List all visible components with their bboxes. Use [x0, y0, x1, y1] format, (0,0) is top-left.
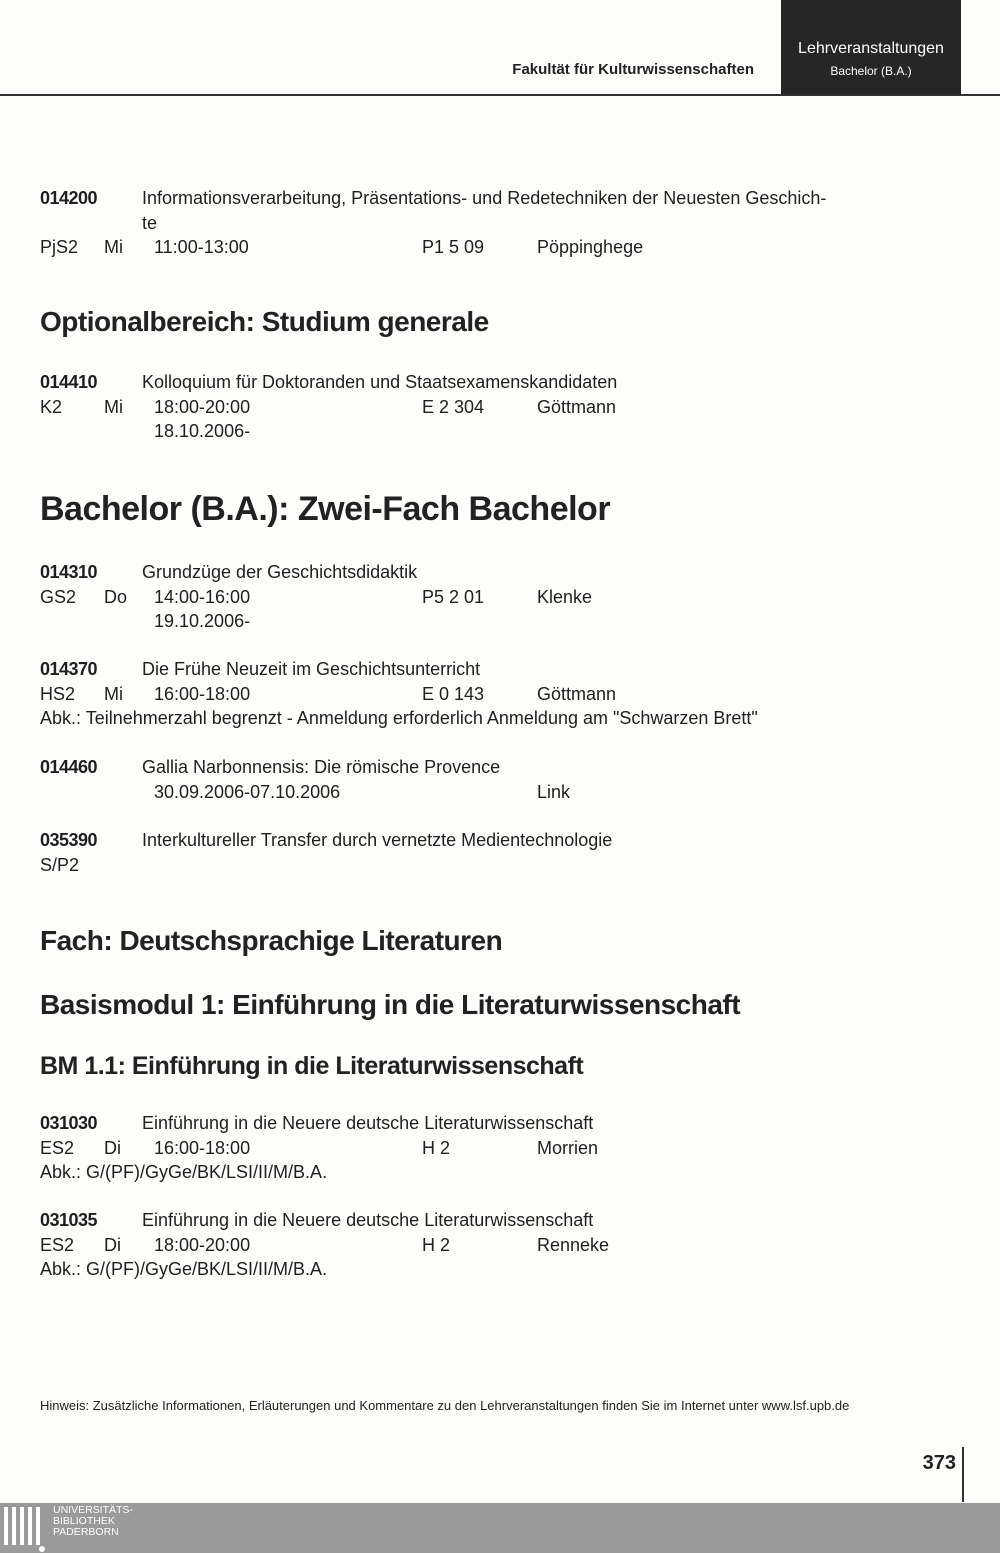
course-number: 035390	[40, 830, 98, 850]
section-heading-fach: Fach: Deutschsprachige Literaturen	[40, 925, 503, 956]
library-stamp	[0, 1503, 1000, 1553]
course-entry-031035	[0, 1208, 1000, 1282]
course-title: Grundzüge der Geschichtsdidaktik	[142, 562, 418, 582]
course-day: Di	[104, 1234, 121, 1255]
course-time: 14:00-16:00	[154, 586, 251, 607]
course-title: Informationsverarbeitung, Präsentations- und Redetechniken der Neuesten Geschich-	[142, 188, 827, 208]
course-room: H 2	[422, 1137, 451, 1158]
library-stamp-text	[53, 1505, 133, 1538]
course-day: Mi	[104, 683, 123, 704]
library-stamp-line: BIBLIOTHEK	[53, 1515, 115, 1527]
course-entry-014410	[0, 370, 1000, 444]
course-time: 18:00-20:00	[154, 396, 251, 417]
course-lecturer: Morrien	[537, 1137, 599, 1158]
course-lecturer: Renneke	[537, 1234, 610, 1255]
faculty-title: Fakultät für Kulturwissenschaften	[512, 61, 754, 78]
section-heading-bm11: BM 1.1: Einführung in die Literaturwissenschaft	[40, 1052, 584, 1080]
course-entry-014460	[0, 755, 1000, 804]
course-room: E 0 143	[422, 683, 485, 704]
section-tab-subtitle: Bachelor (B.A.)	[830, 64, 912, 78]
section-heading-basismodul: Basismodul 1: Einführung in die Literaturwissenschaft	[40, 989, 741, 1020]
section-heading-bachelor: Bachelor (B.A.): Zwei-Fach Bachelor	[40, 490, 611, 528]
course-room: P1 5 09	[422, 237, 485, 257]
course-time: 18:00-20:00	[154, 1234, 251, 1255]
section-tab	[781, 0, 961, 94]
course-start-date: 18.10.2006-	[154, 421, 251, 441]
course-title: Kolloquium für Doktoranden und Staatsexamenskandidaten	[142, 372, 618, 392]
course-start-date: 19.10.2006-	[154, 611, 251, 631]
course-entry-014200	[0, 186, 1000, 260]
course-type: ES2	[40, 1234, 75, 1255]
course-title: Gallia Narbonnensis: Die römische Provence	[142, 757, 501, 777]
course-type: PjS2	[40, 237, 79, 257]
course-title: Interkultureller Transfer durch vernetzte Medientechnologie	[142, 830, 613, 850]
course-title: Die Frühe Neuzeit im Geschichtsunterricht	[142, 659, 481, 679]
page-number-rule	[962, 1447, 964, 1502]
course-entry-014370	[0, 657, 1000, 731]
course-type: HS2	[40, 683, 76, 704]
section-tab-title: Lehrveranstaltungen	[798, 40, 944, 57]
library-stamp-line: UNIVERSITÄTS-	[53, 1504, 133, 1516]
course-day: Do	[104, 586, 128, 607]
course-type: K2	[40, 396, 63, 417]
course-number: 031035	[40, 1210, 98, 1230]
course-day: Di	[104, 1137, 121, 1158]
course-type: S/P2	[40, 854, 80, 875]
course-lecturer: Klenke	[537, 586, 593, 607]
course-number: 014460	[40, 757, 98, 777]
course-number: 014310	[40, 562, 98, 582]
course-room: P5 2 01	[422, 586, 485, 607]
course-note: Abk.: G/(PF)/GyGe/BK/LSI/II/M/B.A.	[40, 1259, 328, 1279]
course-title: Einführung in die Neuere deutsche Literaturwissenschaft	[142, 1113, 594, 1133]
course-dates: 30.09.2006-07.10.2006	[154, 781, 341, 802]
course-title-continuation: te	[142, 212, 158, 233]
course-entry-014310	[0, 560, 1000, 634]
course-entry-035390	[0, 828, 1000, 877]
course-number: 014200	[40, 188, 98, 208]
course-lecturer: Pöppinghege	[537, 237, 644, 257]
footer-hint: Hinweis: Zusätzliche Informationen, Erläuterungen und Kommentare zu den Lehrveranstaltungen finden Sie im Internet unter www.lsf.upb.de	[40, 1398, 850, 1413]
course-lecturer: Link	[537, 781, 571, 802]
library-stamp-line: PADERBORN	[53, 1526, 119, 1538]
course-time: 16:00-18:00	[154, 683, 251, 704]
course-time: 16:00-18:00	[154, 1137, 251, 1158]
course-time: 11:00-13:00	[154, 237, 249, 257]
page-number: 373	[922, 1452, 956, 1474]
course-note: Abk.: Teilnehmerzahl begrenzt - Anmeldung erforderlich Anmeldung am "Schwarzen Brett"	[40, 708, 758, 728]
course-day: Mi	[104, 237, 123, 257]
course-number: 014370	[40, 659, 98, 679]
library-logo-icon	[2, 1503, 48, 1553]
course-day: Mi	[104, 396, 123, 417]
course-note: Abk.: G/(PF)/GyGe/BK/LSI/II/M/B.A.	[40, 1162, 328, 1182]
course-type: GS2	[40, 586, 77, 607]
course-entry-031030	[0, 1111, 1000, 1185]
course-room: H 2	[422, 1234, 451, 1255]
course-number: 014410	[40, 372, 98, 392]
header-rule	[0, 94, 1000, 96]
course-room: E 2 304	[422, 396, 485, 417]
course-number: 031030	[40, 1113, 98, 1133]
course-title: Einführung in die Neuere deutsche Literaturwissenschaft	[142, 1210, 594, 1230]
course-lecturer: Göttmann	[537, 396, 617, 417]
section-heading-optional: Optionalbereich: Studium generale	[40, 306, 489, 337]
course-type: ES2	[40, 1137, 75, 1158]
course-lecturer: Göttmann	[537, 683, 617, 704]
